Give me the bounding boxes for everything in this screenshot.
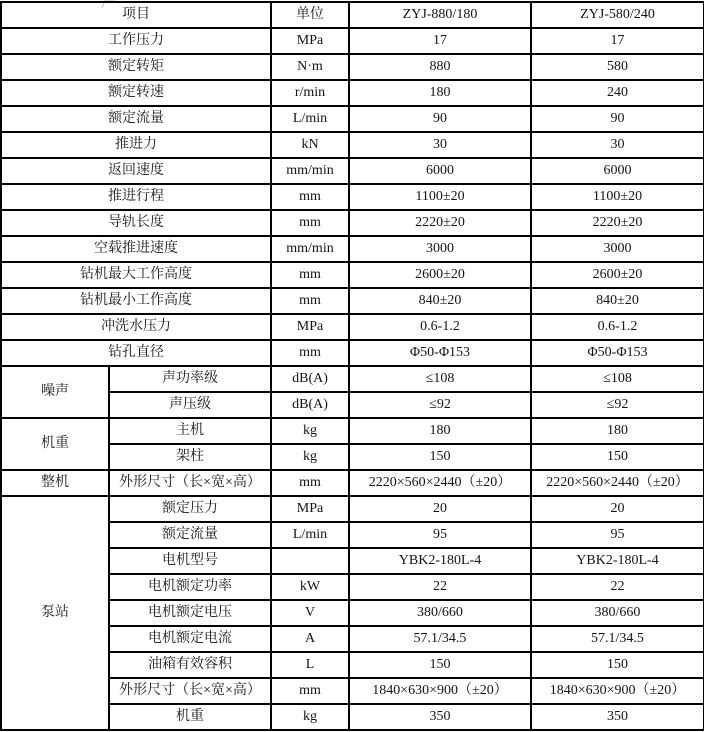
item-cell: 工作压力 [1, 28, 271, 54]
item-cell: 额定转速 [1, 80, 271, 106]
value-cell-model2: 380/660 [531, 600, 704, 626]
value-cell-model1: ≤92 [349, 392, 531, 418]
item-cell: 导轨长度 [1, 210, 271, 236]
value-cell-model1: 880 [349, 54, 531, 80]
unit-cell: kg [271, 704, 349, 730]
unit-cell: dB(A) [271, 366, 349, 392]
table-row [1, 80, 704, 106]
unit-cell: mm [271, 340, 349, 366]
value-cell-model2: 350 [531, 704, 704, 730]
table-row [1, 366, 704, 392]
table-row [1, 418, 704, 444]
value-cell-model1: 180 [349, 418, 531, 444]
unit-cell: kN [271, 132, 349, 158]
unit-cell: kg [271, 418, 349, 444]
value-cell-model1: 17 [349, 28, 531, 54]
value-cell-model1: 180 [349, 80, 531, 106]
item-cell: 电机额定功率 [109, 574, 271, 600]
unit-cell: L/min [271, 522, 349, 548]
unit-cell: mm/min [271, 236, 349, 262]
value-cell-model2: YBK2-180L-4 [531, 548, 704, 574]
item-cell: 推进行程 [1, 184, 271, 210]
spec-table [0, 1, 704, 731]
value-cell-model2: 90 [531, 106, 704, 132]
value-cell-model2: 6000 [531, 158, 704, 184]
value-cell-model2: 2220±20 [531, 210, 704, 236]
value-cell-model2: 1840×630×900（±20） [531, 678, 704, 704]
table-row [1, 314, 704, 340]
table-row [1, 496, 704, 522]
table-row [1, 184, 704, 210]
item-cell: 油箱有效容积 [109, 652, 271, 678]
value-cell-model1: 6000 [349, 158, 531, 184]
value-cell-model1: 90 [349, 106, 531, 132]
table-row [1, 470, 704, 496]
value-cell-model2: 150 [531, 652, 704, 678]
item-cell: 机重 [109, 704, 271, 730]
value-cell-model2: 2600±20 [531, 262, 704, 288]
value-cell-model2: 20 [531, 496, 704, 522]
unit-cell: MPa [271, 496, 349, 522]
value-cell-model2: 57.1/34.5 [531, 626, 704, 652]
value-cell-model1: YBK2-180L-4 [349, 548, 531, 574]
value-cell-model1: 1100±20 [349, 184, 531, 210]
value-cell-model1: 30 [349, 132, 531, 158]
item-cell: 主机 [109, 418, 271, 444]
item-cell: 电机额定电流 [109, 626, 271, 652]
item-cell: 声压级 [109, 392, 271, 418]
value-cell-model2: 95 [531, 522, 704, 548]
unit-cell: mm [271, 470, 349, 496]
value-cell-model1: 22 [349, 574, 531, 600]
group-cell: 整机 [1, 470, 109, 496]
value-cell-model2: 30 [531, 132, 704, 158]
value-cell-model1: 3000 [349, 236, 531, 262]
header-model-2: ZYJ-580/240 [531, 2, 704, 28]
value-cell-model1: 150 [349, 444, 531, 470]
value-cell-model1: 57.1/34.5 [349, 626, 531, 652]
value-cell-model1: 1840×630×900（±20） [349, 678, 531, 704]
table-row [1, 288, 704, 314]
value-cell-model1: 95 [349, 522, 531, 548]
value-cell-model1: Φ50-Φ153 [349, 340, 531, 366]
group-cell: 泵站 [1, 496, 109, 730]
value-cell-model2: 22 [531, 574, 704, 600]
item-cell: 空载推进速度 [1, 236, 271, 262]
value-cell-model1: 2220±20 [349, 210, 531, 236]
unit-cell: mm [271, 288, 349, 314]
item-cell: 声功率级 [109, 366, 271, 392]
item-cell: 额定流量 [109, 522, 271, 548]
value-cell-model1: ≤108 [349, 366, 531, 392]
value-cell-model1: 2600±20 [349, 262, 531, 288]
value-cell-model2: 150 [531, 444, 704, 470]
value-cell-model2: 0.6-1.2 [531, 314, 704, 340]
table-row [1, 340, 704, 366]
value-cell-model2: 240 [531, 80, 704, 106]
table-row [1, 132, 704, 158]
value-cell-model2: ≤92 [531, 392, 704, 418]
value-cell-model2: Φ50-Φ153 [531, 340, 704, 366]
value-cell-model1: 350 [349, 704, 531, 730]
value-cell-model2: 17 [531, 28, 704, 54]
unit-cell: mm/min [271, 158, 349, 184]
item-cell: 推进力 [1, 132, 271, 158]
value-cell-model1: 0.6-1.2 [349, 314, 531, 340]
value-cell-model1: 2220×560×2440（±20） [349, 470, 531, 496]
group-cell: 机重 [1, 418, 109, 470]
unit-cell: L/min [271, 106, 349, 132]
value-cell-model2: 3000 [531, 236, 704, 262]
item-cell: 钻孔直径 [1, 340, 271, 366]
item-cell: 额定转矩 [1, 54, 271, 80]
unit-cell: mm [271, 184, 349, 210]
item-cell: 钻机最大工作高度 [1, 262, 271, 288]
header-item: 项目 [1, 2, 271, 28]
unit-cell: mm [271, 210, 349, 236]
item-cell: 电机型号 [109, 548, 271, 574]
unit-cell: MPa [271, 28, 349, 54]
unit-cell: kW [271, 574, 349, 600]
unit-cell: kg [271, 444, 349, 470]
item-cell: 电机额定电压 [109, 600, 271, 626]
group-cell: 噪声 [1, 366, 109, 418]
unit-cell: V [271, 600, 349, 626]
item-cell: 外形尺寸（长×宽×高） [109, 678, 271, 704]
unit-cell: A [271, 626, 349, 652]
unit-cell: r/min [271, 80, 349, 106]
item-cell: 架柱 [109, 444, 271, 470]
value-cell-model1: 380/660 [349, 600, 531, 626]
value-cell-model2: 180 [531, 418, 704, 444]
table-row [1, 262, 704, 288]
table-row [1, 106, 704, 132]
table-row [1, 210, 704, 236]
unit-cell: mm [271, 678, 349, 704]
item-cell: 返回速度 [1, 158, 271, 184]
value-cell-model2: 580 [531, 54, 704, 80]
header-row [1, 2, 704, 28]
value-cell-model1: 150 [349, 652, 531, 678]
value-cell-model1: 840±20 [349, 288, 531, 314]
value-cell-model2: 840±20 [531, 288, 704, 314]
value-cell-model1: 20 [349, 496, 531, 522]
item-cell: 额定压力 [109, 496, 271, 522]
unit-cell: dB(A) [271, 392, 349, 418]
value-cell-model2: 2220×560×2440（±20） [531, 470, 704, 496]
item-cell: 冲洗水压力 [1, 314, 271, 340]
unit-cell: mm [271, 262, 349, 288]
table-row [1, 54, 704, 80]
unit-cell: N·m [271, 54, 349, 80]
header-model-1: ZYJ-880/180 [349, 2, 531, 28]
header-unit: 单位 [271, 2, 349, 28]
unit-cell: L [271, 652, 349, 678]
value-cell-model2: ≤108 [531, 366, 704, 392]
unit-cell: MPa [271, 314, 349, 340]
unit-cell [271, 548, 349, 574]
item-cell: 额定流量 [1, 106, 271, 132]
table-row [1, 28, 704, 54]
table-row [1, 158, 704, 184]
table-row [1, 236, 704, 262]
item-cell: 钻机最小工作高度 [1, 288, 271, 314]
item-cell: 外形尺寸（长×宽×高） [109, 470, 271, 496]
value-cell-model2: 1100±20 [531, 184, 704, 210]
